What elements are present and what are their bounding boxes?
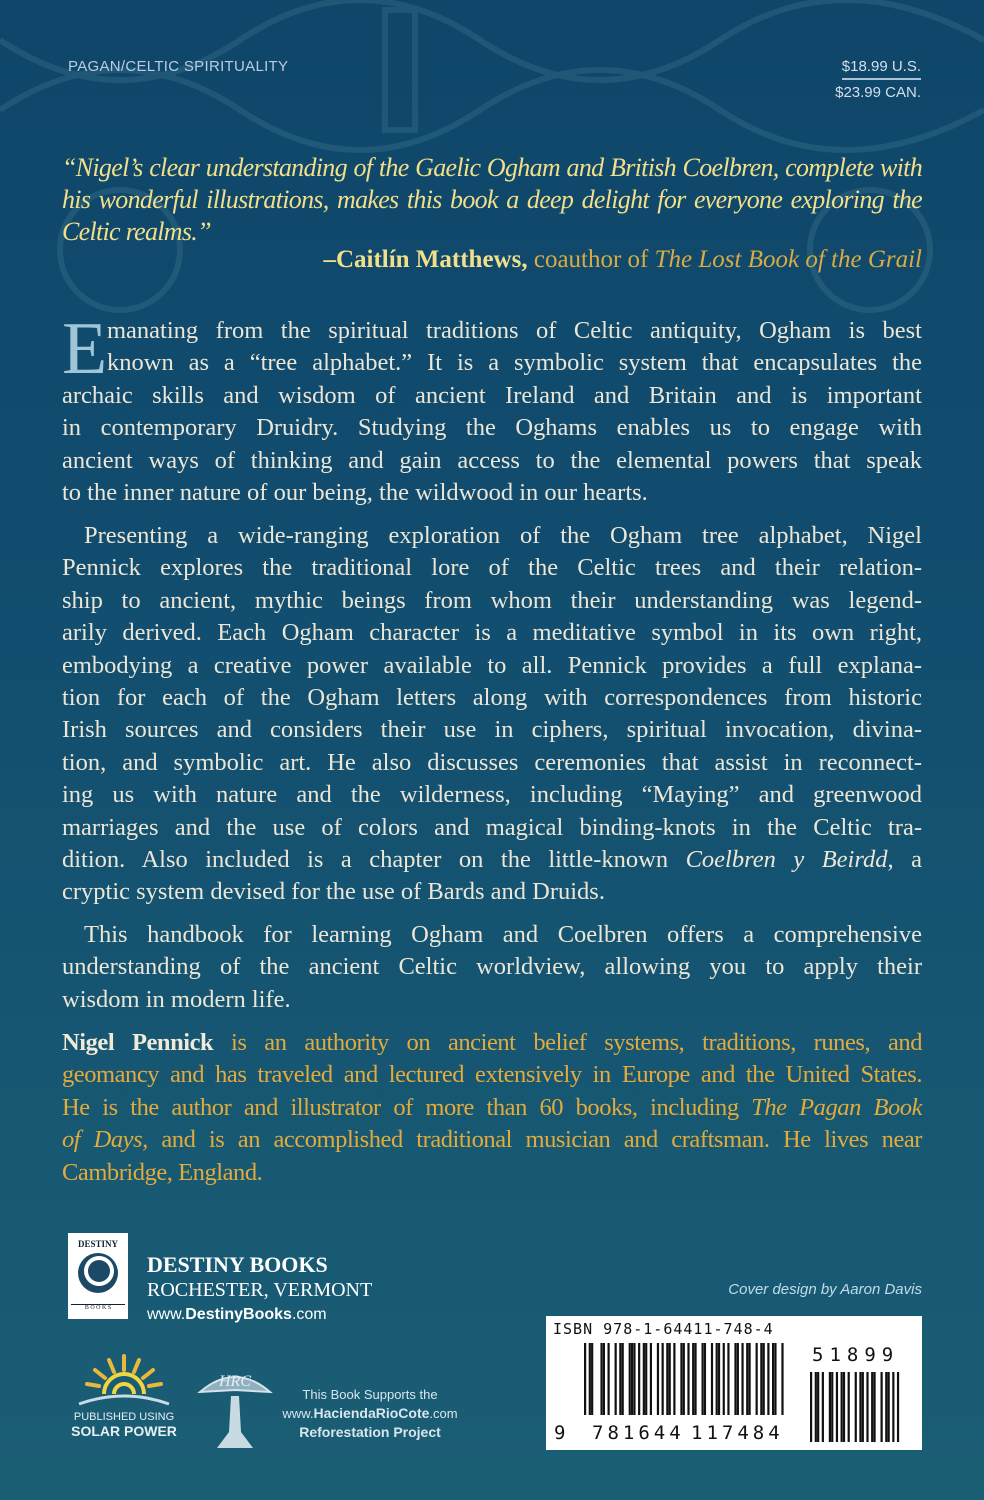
barcode-bar [723,1343,725,1415]
barcode-bar [711,1343,713,1415]
price-code-bar [810,1372,812,1442]
barcode-bar [657,1343,659,1415]
quote-line: his wonderful illustrations, makes this book a deep delight for everyone exploring the [62,185,922,214]
barcode-bar [692,1343,694,1415]
barcode-bar [662,1343,664,1415]
cover-credit: Cover design by Aaron Davis [728,1281,922,1298]
publisher-info [147,1252,372,1324]
price-code-bar [859,1372,861,1442]
price-code-bar [848,1372,850,1442]
barcode-bar [680,1343,682,1415]
barcode-bar [683,1343,685,1415]
description-paragraph-1 [62,308,922,509]
barcode-bar [763,1343,765,1415]
text-line: This handbook for learning Ogham and Coelbren offers a comprehensive [84,921,922,948]
text-segment: The Pagan Book [751,1093,922,1121]
text-line: tion for each of the Ogham letters along with correspondences from historic [62,684,922,712]
barcode-bar [746,1343,748,1415]
price-code-bar [855,1372,857,1442]
text-segment: of Days, [62,1126,148,1154]
barcode-bar [767,1343,769,1415]
attribution-role: coauthor of [533,246,649,273]
barcode-bar [622,1343,624,1415]
barcode-bar [694,1343,696,1415]
sunrise-book-icon [69,1350,179,1406]
barcode-bar [781,1343,783,1415]
barcode-bar [638,1343,640,1415]
hrc-line-3: Reforestation Project [299,1424,441,1440]
text-line: Irish sources and considers their use in ciphers, spiritual invocation, divina- [62,716,922,744]
price-code-bar [873,1372,875,1442]
barcode-bar [716,1343,718,1415]
price-block [835,58,921,101]
price-code-bar [815,1372,817,1442]
price-code-bar [829,1372,831,1442]
quote-line: Celtic realms.” [62,217,211,246]
text-line: known as a “tree alphabet.” It is a symbolic system that encapsulates the [107,349,922,377]
isbn-text: ISBN 978-1-64411-748-4 [553,1320,774,1338]
text-line: Pennick explores the traditional lore of the Celtic trees and their relation- [62,554,922,582]
text-segment: He is the author and illustrator of more than 60 books, including [62,1093,752,1121]
category-label: PAGAN/CELTIC SPIRITUALITY [68,58,289,75]
tree-book-icon [195,1362,275,1450]
description-paragraph-2 [62,520,922,909]
solar-power-logo [64,1350,184,1439]
barcode-bar [760,1343,762,1415]
hrc-url[interactable]: www.HaciendaRioCote.com [282,1405,458,1421]
barcode-bar [589,1343,591,1415]
price-code-bar [817,1372,819,1442]
price-code-bar [862,1372,864,1442]
author-bio [62,1027,922,1189]
price-can: $23.99 CAN. [835,84,921,101]
text-line: cryptic system devised for the use of Bards and Druids. [62,878,605,906]
barcode-bar [600,1343,602,1415]
publisher-city: ROCHESTER, VERMONT [147,1279,373,1301]
text-line: geomancy and has traveled and lectured extensively in Europe and the United States. [62,1061,922,1089]
text-line: in contemporary Druidry. Studying the Oghams enables us to engage with [62,414,922,442]
barcode-left-digits: 781644 [592,1422,685,1444]
logo-text-top: DESTINY [77,1239,118,1249]
text-line: ing us with nature and the wilderness, including “Maying” and greenwood [62,781,922,809]
text-line: archaic skills and wisdom of ancient Ireland and Britain and is important [62,381,922,409]
isbn-barcode [546,1316,922,1450]
quote-line: “Nigel’s clear understanding of the Gaelic Ogham and British Coelbren, complete with [62,153,922,182]
barcode-bar [584,1343,586,1415]
publisher-url[interactable]: www.DestinyBooks.com [147,1306,327,1323]
barcode-bar [687,1343,689,1415]
barcode-bar [643,1343,645,1415]
barcode-bar [615,1343,617,1415]
barcode-bar [737,1343,739,1415]
attribution-book: The Lost Book of the Grail [654,246,922,273]
price-code-bar [881,1372,883,1442]
text-line: ancient ways of thinking and gain access to the elemental powers that speak [62,446,922,474]
text-line: Cambridge, England. [62,1158,263,1186]
barcode-bar [603,1343,605,1415]
text-line: wisdom in modern life. [62,985,291,1013]
hrc-line-1: This Book Supports the [302,1387,438,1402]
price-code-bar [897,1372,899,1442]
price-code-bar [841,1372,843,1442]
text-segment: is an authority on ancient belief systems, traditions, runes, and [213,1029,923,1056]
price-code-bar [822,1372,824,1442]
barcode-bar [608,1343,610,1415]
text-line: embodying a creative power available to all. Pennick provides a full explana- [62,651,922,679]
text-line [62,1124,922,1156]
text-line [62,1092,922,1124]
hrc-logo [195,1362,275,1455]
svg-text:HRC: HRC [219,1373,251,1390]
text-segment: and is an accomplished traditional musician and craftsman. He lives near [147,1126,922,1154]
barcode-bar [772,1343,774,1415]
destiny-books-logo [68,1233,128,1319]
barcode-bar [673,1343,675,1415]
barcode-bar [756,1343,758,1415]
price-code-bar [843,1372,845,1442]
text-segment: , a [887,846,922,874]
barcode-lead-digit: 9 [554,1422,566,1444]
price-us: $18.99 U.S. [842,58,921,80]
price-code-bar [885,1372,887,1442]
price-code: 51899 [812,1344,900,1366]
price-code-bar [831,1372,833,1442]
text-line: Presenting a wide-ranging exploration of the Ogham tree alphabet, Nigel [84,522,922,549]
barcode-bar [633,1343,635,1415]
publisher-name: DESTINY BOOKS [147,1252,328,1277]
text-line: arily derived. Each Ogham character is a meditative symbol in its own right, [62,619,922,647]
barcode-bar [741,1343,743,1415]
barcode-bar [645,1343,647,1415]
barcode-bar [631,1343,633,1415]
text-line: to the inner nature of our being, the wildwood in our hearts. [62,479,648,507]
barcode-bar [774,1343,776,1415]
text-line: marriages and the use of colors and magical binding-knots in the Celtic tra- [62,813,922,841]
barcode-bar [718,1343,720,1415]
barcode-bar [591,1343,593,1415]
text-line: ship to ancient, mythic beings from whom their understanding was legend- [62,586,922,614]
attribution-name: –Caitlín Matthews, [323,246,528,273]
text-line [62,844,922,876]
drop-cap: E [62,308,108,390]
barcode-right-digits: 117484 [691,1422,784,1444]
solar-line-1: PUBLISHED USING [73,1411,175,1423]
text-line: tion, and symbolic art. He also discusses ceremonies that assist in reconnect- [62,748,922,776]
price-code-bar [892,1372,894,1442]
barcode-bar [749,1343,751,1415]
sun-emblem-icon [68,1249,128,1299]
barcode-bar [629,1343,631,1415]
barcode-bar [704,1343,706,1415]
logo-text-bottom: B O O K S [71,1304,125,1311]
text-line: understanding of the ancient Celtic worldview, allowing you to apply their [62,953,922,981]
price-code-bar [866,1372,868,1442]
barcode-bar [650,1343,652,1415]
price-code-bar [888,1372,890,1442]
solar-line-2: SOLAR POWER [71,1423,177,1439]
quote-attribution [323,246,922,274]
endorsement-quote [62,152,922,248]
price-code-bar [836,1372,838,1442]
text-line: manating from the spiritual traditions of Celtic antiquity, Ogham is best [107,317,922,344]
barcode-bar [669,1343,671,1415]
barcode-bar [734,1343,736,1415]
text-segment: Coelbren y Beirdd [685,846,888,874]
text-line [62,1027,922,1059]
text-segment: Nigel Pennick [62,1029,214,1056]
hrc-text [270,1385,470,1442]
price-code-bar [871,1372,873,1442]
barcode-bar [666,1343,668,1415]
description-paragraph-3 [62,919,922,1016]
barcode-bar [727,1343,729,1415]
barcode-bar [702,1343,704,1415]
barcode-bar [619,1343,621,1415]
text-segment: dition. Also included is a chapter on the little-known [62,846,686,874]
